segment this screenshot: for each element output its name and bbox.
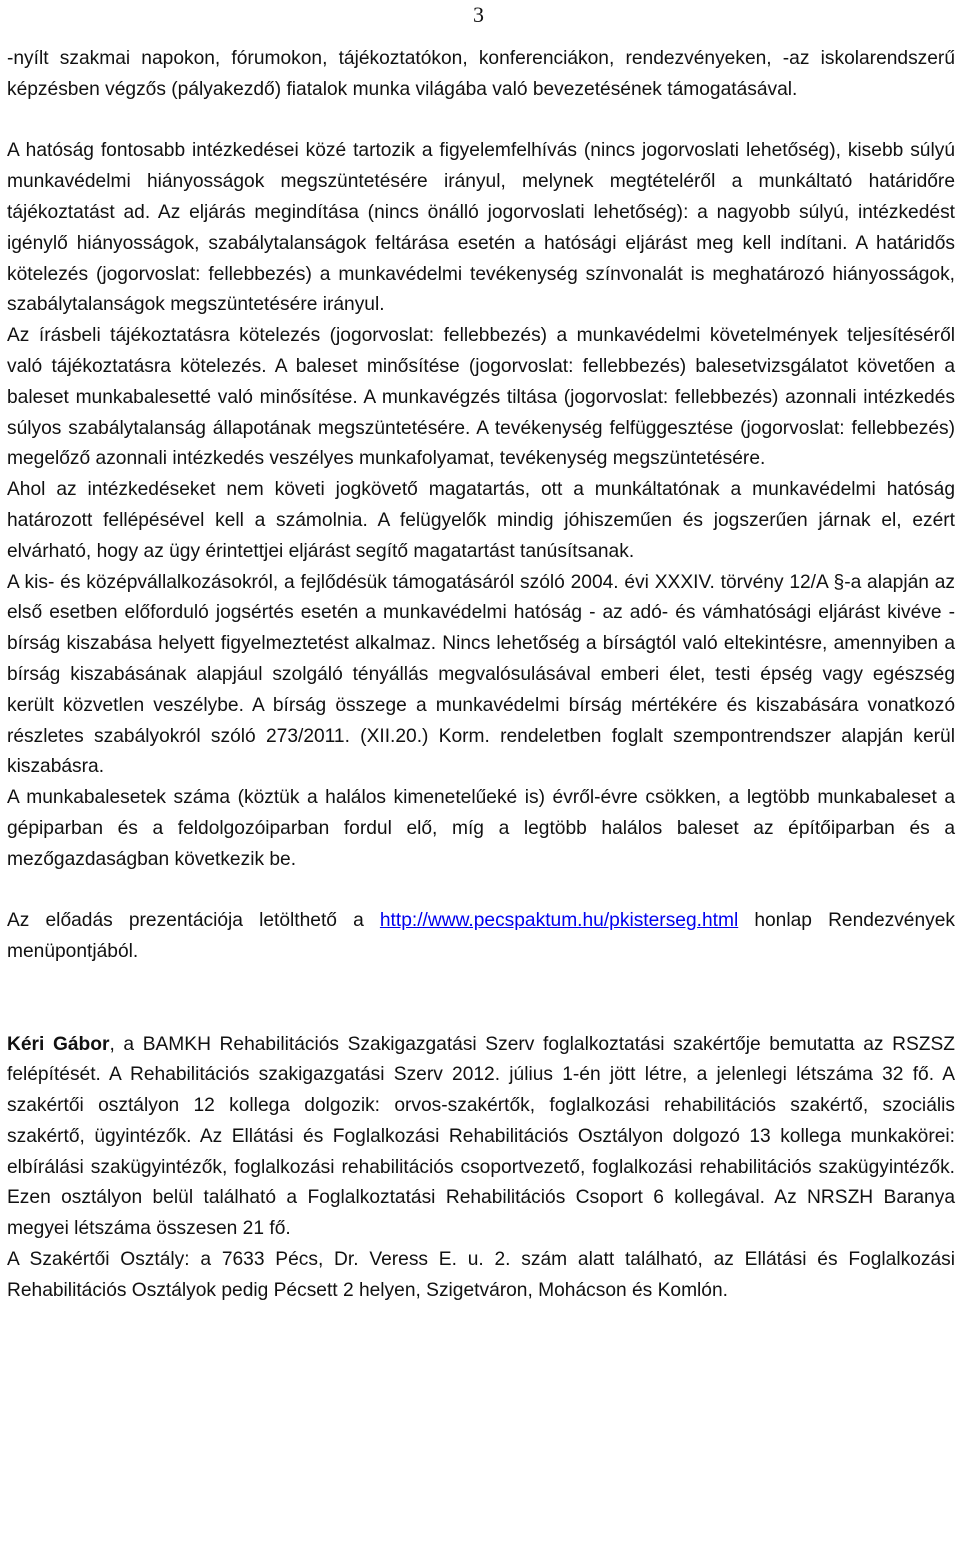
speaker-paragraph: [7, 1030, 955, 1246]
speaker-name: Kéri Gábor: [7, 1033, 110, 1055]
intro-paragraph: -nyílt szakmai napokon, fórumokon, tájékoztatókon, konferenciákon, rendezvényeken, -az iskolarendszerű képzésben végzős (pályakezdő) fiatalok munka világába való bevezetésének támogatásával.: [7, 48, 955, 100]
document-body: [7, 44, 955, 1307]
measures-paragraph: A hatóság fontosabb intézkedései közé tartozik a figyelemfelhívás (nincs jogorvoslati lehetőség), kisebb súlyú munkavédelmi hiányosságok megszüntetésére irányul, melynek megtételéről a munkáltató határidőre tájékoztatást ad. Az eljárás megindítása (nincs önálló jogorvoslati lehetőség): a nagyobb súlyú, intézkedést igénylő hiányosságok, szabálytalanságok feltárása esetén a hatósági eljárást meg kell indítani. A határidős kötelezés (jogorvoslat: fellebbezés) a munkavédelmi tevékenység színvonalát is meghatározó hiányosságok, szabálytalanságok megszüntetésére irányul.: [7, 140, 955, 316]
closing-paragraph: A Szakértői Osztály: a 7633 Pécs, Dr. Veress E. u. 2. szám alatt található, az Ellátási és Foglalkozási Rehabilitációs Osztályok pedig Pécsett 2 helyen, Szigetváron, Mohácson és Komlón.: [7, 1249, 955, 1301]
presentation-link[interactable]: http://www.pecspaktum.hu/pkisterseg.html: [379, 910, 739, 932]
fine-law-paragraph: A kis- és középvállalkozásokról, a fejlődésük támogatásáról szóló 2004. évi XXXIV. törvény 12/A §-a alapján az első esetben előforduló jogsértés esetén a munkavédelmi hatóság - az adó- és vámhatósági eljárást kivéve - bírság kiszabása helyett figyelmeztetést alkalmaz. Nincs lehetőség a bírságtól való eltekintésre, amennyiben a bírság kiszabásának alapjául szolgáló tényállás megvalósulásával emberi élet, testi épség vagy egészség került közvetlen veszélybe. A bírság összege a munkavédelmi bírság mértékére és kiszabására vonatkozó részletes szabályokról szóló 273/2011. (XII.20.) Korm. rendeletben foglalt szempontrendszer alapján kerül kiszabásra.: [7, 571, 955, 778]
presentation-text-before: Az előadás prezentációja letölthető a: [7, 910, 380, 932]
obligations-paragraph: Az írásbeli tájékoztatásra kötelezés (jogorvoslat: fellebbezés) a munkavédelmi követelmények teljesítéséről való tájékoztatásra kötelezés. A baleset minősítése (jogorvoslat: fellebbezés) balesetvizsgálatot követően a baleset munkabalesetté való minősítése. A munkavégzés tiltása (jogorvoslat: fellebbezés) azonnali intézkedés súlyos szabálytalanság állapotának megszüntetésére. A tevékenység felfüggesztése (jogorvoslat: fellebbezés) megelőző azonnali intézkedés veszélyes munkafolyamat, tevékenység megszüntetésére.: [7, 325, 955, 470]
spacer: [7, 968, 955, 1030]
spacer: [7, 106, 955, 137]
page-number: 3: [473, 2, 484, 27]
spacer: [7, 876, 955, 907]
speaker-text: , a BAMKH Rehabilitációs Szakigazgatási Szerv foglalkoztatási szakértője bemutatta az RSZSZ felépítését. A Rehabilitációs szakigazgatási Szerv 2012. július 1-én jött létre, a jelenlegi létszáma 32 fő. A szakértői osztályon 12 kollega dolgozik: orvos-szakértők, foglalkozási rehabilitációs szakértő, szociális szakértő, ügyintézők. Az Ellátási és Foglalkozási Rehabilitációs Osztályon dolgozó 13 kollega munkakörei: elbírálási szakügyintézők, foglalkozási rehabilitációs csoportvezető, foglalkozási rehabilitációs szakügyintézők. Ezen osztályon belül található a Foglalkoztatási Rehabilitációs Csoport 6 kollegával. Az NRSZH Baranya megyei létszáma összesen 21 fő.: [7, 1033, 955, 1240]
presentation-paragraph: [7, 906, 955, 968]
presentation-text-after: honlap Rendezvények menüpontjából.: [7, 910, 956, 963]
employer-conduct-paragraph: Ahol az intézkedéseket nem követi jogkövető magatartás, ott a munkáltatónak a munkavédelmi hatóság határozott fellépésével kell a számolnia. A felügyelők mindig jóhiszeműen és jogszerűen járnak el, ezért elvárható, hogy az ügy érintettjei eljárást segítő magatartást tanúsítsanak.: [7, 479, 955, 562]
accident-statistics-paragraph: A munkabalesetek száma (köztük a halálos kimenetelűeké is) évről-évre csökken, a legtöbb munkabaleset a gépiparban és a feldolgozóiparban fordul elő, míg a legtöbb halálos baleset az építőiparban és a mezőgazdaságban következik be.: [7, 787, 955, 870]
